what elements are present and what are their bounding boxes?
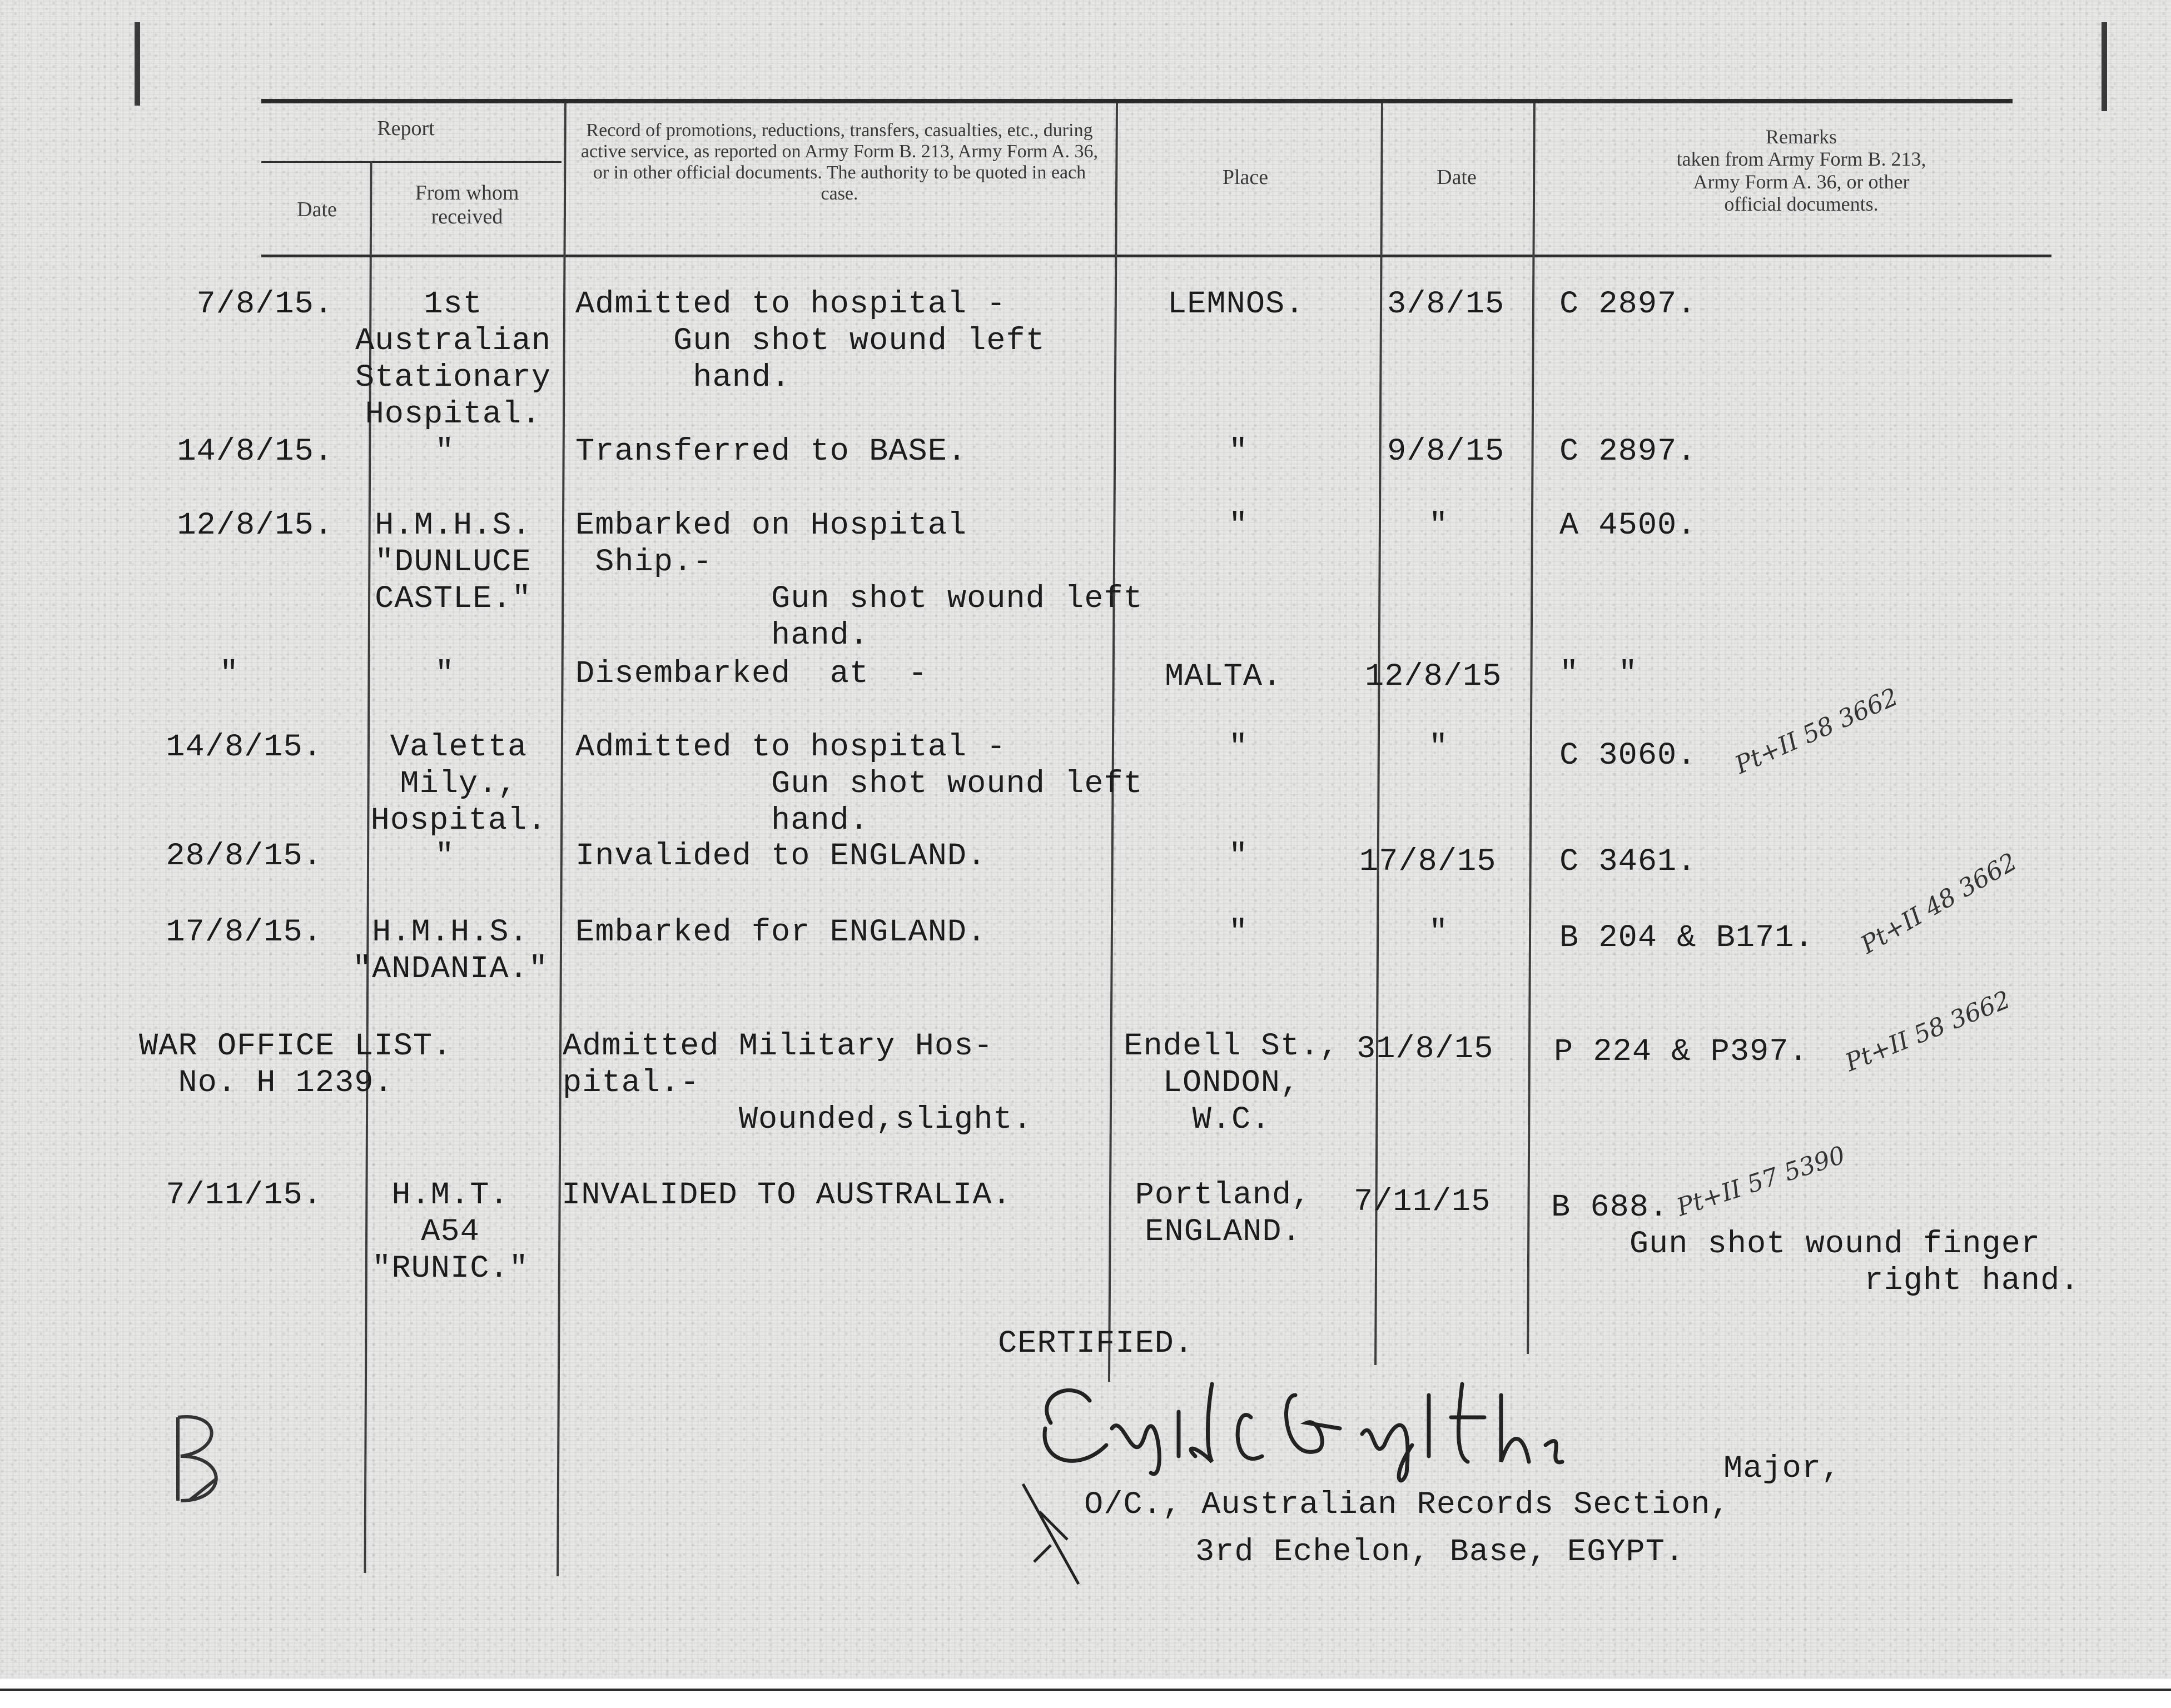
left-binder-bracket bbox=[135, 22, 140, 106]
handwritten-note-2: Pt+II 48 3662 bbox=[1856, 847, 2022, 960]
handwritten-note-4: Pt+II 57 5390 bbox=[1673, 1141, 1849, 1222]
row-2-date2: 9/8/15 bbox=[1387, 434, 1505, 470]
row-1-place: LEMNOS. bbox=[1168, 287, 1305, 322]
row-9-from: H.M.T. A54 "RUNIC." bbox=[372, 1178, 529, 1287]
row-9-remarks: B 688. Gun shot wound finger right hand. bbox=[1551, 1190, 2080, 1299]
row-2-from: " bbox=[435, 434, 455, 470]
row-7-remarks: B 204 & B171. bbox=[1559, 920, 1814, 956]
row-9-record: INVALIDED TO AUSTRALIA. bbox=[562, 1178, 1012, 1213]
row-7-date: 17/8/15. bbox=[166, 915, 322, 950]
header-bottom-rule bbox=[261, 255, 2051, 257]
row-6-date: 28/8/15. bbox=[166, 839, 322, 874]
row-5-date2: " bbox=[1429, 730, 1449, 765]
row-6-remarks: C 3461. bbox=[1559, 844, 1697, 880]
row-3-date2: " bbox=[1429, 508, 1449, 544]
row-9-date2: 7/11/15 bbox=[1354, 1184, 1491, 1220]
row-4-date: " bbox=[219, 656, 239, 692]
header-record: Record of promotions, reductions, transfers, casualties, etc., during active service, as reported on Army Form B. 213, Army Form A. 36, or in other official documents. The authority to be quoted in each case. bbox=[580, 120, 1099, 205]
row-7-place: " bbox=[1229, 915, 1249, 950]
report-sub-rule bbox=[261, 161, 562, 163]
header-remarks: Remarks taken from Army Form B. 213, Army Form A. 36, or other official documents. bbox=[1676, 126, 1926, 215]
row-3-place: " bbox=[1229, 508, 1249, 544]
row-3-record: Embarked on Hospital Ship.- Gun shot wound left hand. bbox=[575, 508, 1143, 654]
handwritten-note-1: Pt+II 58 3662 bbox=[1731, 683, 1902, 780]
office-label: O/C., Australian Records Section, bbox=[1084, 1487, 1730, 1523]
row-7-date2: " bbox=[1429, 915, 1449, 950]
row-5-record: Admitted to hospital - Gun shot wound left hand. bbox=[575, 730, 1143, 839]
row-3-remarks: A 4500. bbox=[1559, 508, 1697, 544]
row-8-date: WAR OFFICE LIST. No. H 1239. bbox=[139, 1029, 453, 1101]
row-1-date: 7/8/15. bbox=[196, 287, 334, 322]
header-date-2: Date bbox=[1437, 166, 1477, 189]
header-top-rule bbox=[261, 99, 2013, 103]
row-8-place: Endell St., LONDON, W.C. bbox=[1124, 1029, 1339, 1138]
row-3-date: 12/8/15. bbox=[177, 508, 334, 544]
row-8-record: Admitted Military Hos- pital.- Wounded,slight. bbox=[563, 1029, 1032, 1138]
header-report: Report bbox=[377, 117, 435, 140]
row-1-record: Admitted to hospital - Gun shot wound left hand. bbox=[575, 287, 1045, 396]
row-4-date2: 12/8/15 bbox=[1365, 659, 1502, 695]
header-date: Date bbox=[297, 198, 337, 221]
row-5-remarks: C 3060. bbox=[1559, 738, 1697, 774]
header-place: Place bbox=[1222, 166, 1269, 189]
row-6-date2: 17/8/15 bbox=[1359, 844, 1497, 880]
location-label: 3rd Echelon, Base, EGYPT. bbox=[1195, 1535, 1685, 1570]
row-2-record: Transferred to BASE. bbox=[575, 434, 967, 470]
row-9-place: Portland, ENGLAND. bbox=[1135, 1178, 1311, 1250]
row-6-record: Invalided to ENGLAND. bbox=[575, 839, 987, 874]
row-4-from: " bbox=[435, 656, 455, 692]
row-2-remarks: C 2897. bbox=[1559, 434, 1697, 470]
row-2-date: 14/8/15. bbox=[177, 434, 334, 470]
certified-label: CERTIFIED. bbox=[998, 1326, 1194, 1362]
row-6-place: " bbox=[1229, 839, 1249, 874]
pen-mark bbox=[1017, 1478, 1084, 1590]
row-9-date: 7/11/15. bbox=[166, 1178, 322, 1213]
row-5-from: Valetta Mily., Hospital. bbox=[370, 730, 547, 839]
row-3-from: H.M.H.S. "DUNLUCE CASTLE." bbox=[375, 508, 531, 617]
row-8-date2: 31/8/15 bbox=[1357, 1032, 1494, 1067]
row-2-place: " bbox=[1229, 434, 1249, 470]
row-1-remarks: C 2897. bbox=[1559, 287, 1697, 322]
row-4-record: Disembarked at - bbox=[575, 656, 928, 692]
initials-mark bbox=[156, 1406, 245, 1517]
row-5-date: 14/8/15. bbox=[166, 730, 322, 765]
row-7-record: Embarked for ENGLAND. bbox=[575, 915, 987, 950]
header-from-whom: From whom received bbox=[415, 181, 519, 228]
signature bbox=[1029, 1362, 1573, 1490]
row-7-from: H.M.H.S. "ANDANIA." bbox=[352, 915, 549, 987]
row-5-place: " bbox=[1229, 730, 1249, 765]
row-1-from: 1st Australian Stationary Hospital. bbox=[355, 287, 552, 432]
row-1-date2: 3/8/15 bbox=[1387, 287, 1505, 322]
row-4-place: MALTA. bbox=[1165, 659, 1283, 695]
row-4-remarks: " " bbox=[1559, 656, 1638, 692]
page-bottom-edge bbox=[0, 1679, 2171, 1708]
row-6-from: " bbox=[435, 839, 455, 874]
handwritten-note-3: Pt+II 58 3662 bbox=[1841, 985, 2014, 1078]
right-binder-bracket bbox=[2102, 22, 2107, 111]
rank-label: Major, bbox=[1723, 1451, 1841, 1487]
row-8-remarks: P 224 & P397. bbox=[1554, 1034, 1809, 1070]
